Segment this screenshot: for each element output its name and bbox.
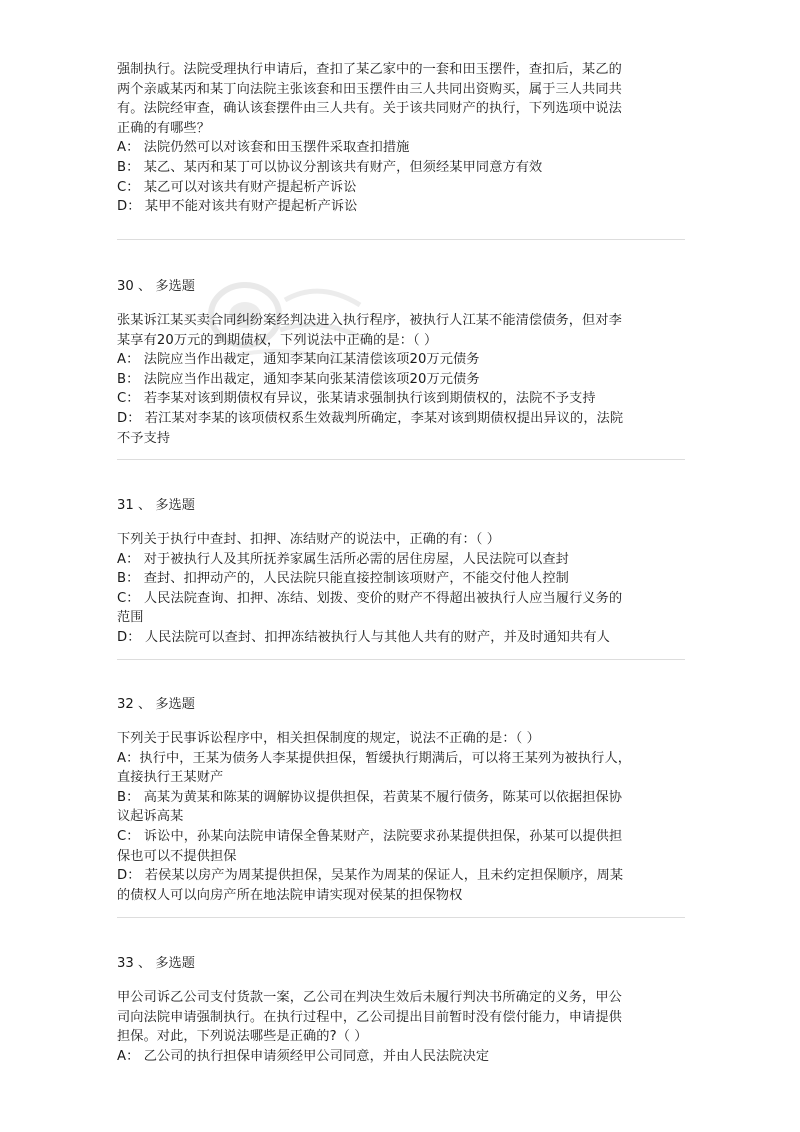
- q33-line: 担保。对此，下列说法哪些是正确的?（ ）: [117, 1029, 368, 1045]
- q32-header: 32 、 多选题: [117, 697, 195, 712]
- q29-option-a: A： 法院仍然可以对该套和田玉摆件采取查扣措施: [117, 140, 410, 156]
- q32-option-a: A：执行中，王某为债务人李某提供担保，暂缓执行期满后，可以将王某列为被执行人，: [117, 750, 632, 766]
- q30-header: 30 、 多选题: [117, 279, 195, 294]
- q32-option-a-cont: 直接执行王某财产: [117, 770, 224, 786]
- q30-option-c: C： 若李某对该到期债权有异议，张某请求强制执行该到期债权的，法院不予支持: [117, 391, 596, 407]
- question-32: [117, 695, 631, 905]
- q31-option-c: C： 人民法院查询、扣押、冻结、划拨、变价的财产不得超出被执行人应当履行义务的: [117, 590, 623, 606]
- q32-option-b: B： 高某为黄某和陈某的调解协议提供担保，若黄某不履行债务，陈某可以依据担保协: [117, 789, 623, 805]
- question-30: [117, 277, 623, 448]
- q31-option-b: B： 查封、扣押动产的，人民法院只能直接控制该项财产，不能交付他人控制: [117, 571, 569, 587]
- divider: [117, 917, 685, 918]
- q30-option-b: B： 法院应当作出裁定，通知李某向张某清偿该项20万元债务: [117, 371, 480, 387]
- divider: [117, 239, 685, 240]
- q29-stem-line: 两个亲戚某丙和某丁向法院主张该套和田玉摆件由三人共同出资购买，属于三人共同共: [117, 81, 622, 97]
- q32-line: 下列关于民事诉讼程序中，相关担保制度的规定，说法不正确的是：（ ）: [117, 731, 540, 746]
- divider: [117, 459, 685, 460]
- q32-option-d-cont: 的债权人可以向房产所在地法院申请实现对侯某的担保物权: [117, 887, 463, 903]
- q29-stem-line: 正确的有哪些？: [117, 120, 211, 136]
- q29-stem-line: 强制执行。法院受理执行申请后，查扣了某乙家中的一套和田玉摆件，查扣后，某乙的: [117, 62, 622, 77]
- question-29: [117, 60, 622, 217]
- q30-option-d-cont: 不予支持: [117, 430, 171, 446]
- q31-option-c-cont: 范围: [117, 610, 144, 626]
- question-33: [117, 954, 622, 1066]
- q30-line: 某享有20万元的到期债权，下列说法中正确的是：（ ）: [117, 332, 438, 348]
- q31-line: 下列关于执行中查封、扣押、冻结财产的说法中，正确的有：（ ）: [117, 532, 501, 547]
- q33-header: 33 、 多选题: [117, 956, 195, 971]
- q29-option-d: D： 某甲不能对该共有财产提起析产诉讼: [117, 199, 358, 215]
- divider: [117, 659, 685, 660]
- q30-option-d: D： 若江某对李某的该项债权系生效裁判所确定，李某对该到期债权提出异议的，法院: [117, 410, 624, 426]
- q32-option-c-cont: 保也可以不提供担保: [117, 848, 237, 864]
- q30-option-a: A： 法院应当作出裁定，通知李某向江某清偿该项20万元债务: [117, 352, 480, 368]
- q33-line: 甲公司诉乙公司支付货款一案，乙公司在判决生效后未履行判决书所确定的义务，甲公: [117, 990, 622, 1005]
- q31-option-a: A： 对于被执行人及其所抚养家属生活所必需的居住房屋，人民法院可以查封: [117, 551, 569, 567]
- q31-header: 31 、 多选题: [117, 498, 195, 513]
- q29-stem-line: 有。法院经审查，确认该套摆件由三人共有。关于该共同财产的执行，下列选项中说法: [117, 101, 622, 117]
- q29-option-b: B： 某乙、某丙和某丁可以协议分割该共有财产，但须经某甲同意方有效: [117, 159, 543, 175]
- q32-option-b-cont: 议起诉高某: [117, 809, 184, 825]
- q32-option-d: D： 若侯某以房产为周某提供担保，吴某作为周某的保证人，且未约定担保顺序，周某: [117, 868, 624, 884]
- q29-option-c: C： 某乙可以对该共有财产提起析产诉讼: [117, 179, 357, 195]
- q31-option-d: D： 人民法院可以查封、扣押冻结被执行人与其他人共有的财产，并及时通知共有人: [117, 629, 610, 645]
- q32-option-c: C： 诉讼中，孙某向法院申请保全鲁某财产，法院要求孙某提供担保，孙某可以提供担: [117, 828, 623, 844]
- q30-line: 张某诉江某买卖合同纠纷案经判决进入执行程序，被执行人江某不能清偿债务，但对李: [117, 313, 622, 328]
- q33-line: 司向法院申请强制执行。在执行过程中，乙公司提出目前暂时没有偿付能力，申请提供: [117, 1009, 622, 1025]
- q33-option-a: A： 乙公司的执行担保申请须经甲公司同意，并由人民法院决定: [117, 1048, 490, 1064]
- question-31: [117, 496, 622, 648]
